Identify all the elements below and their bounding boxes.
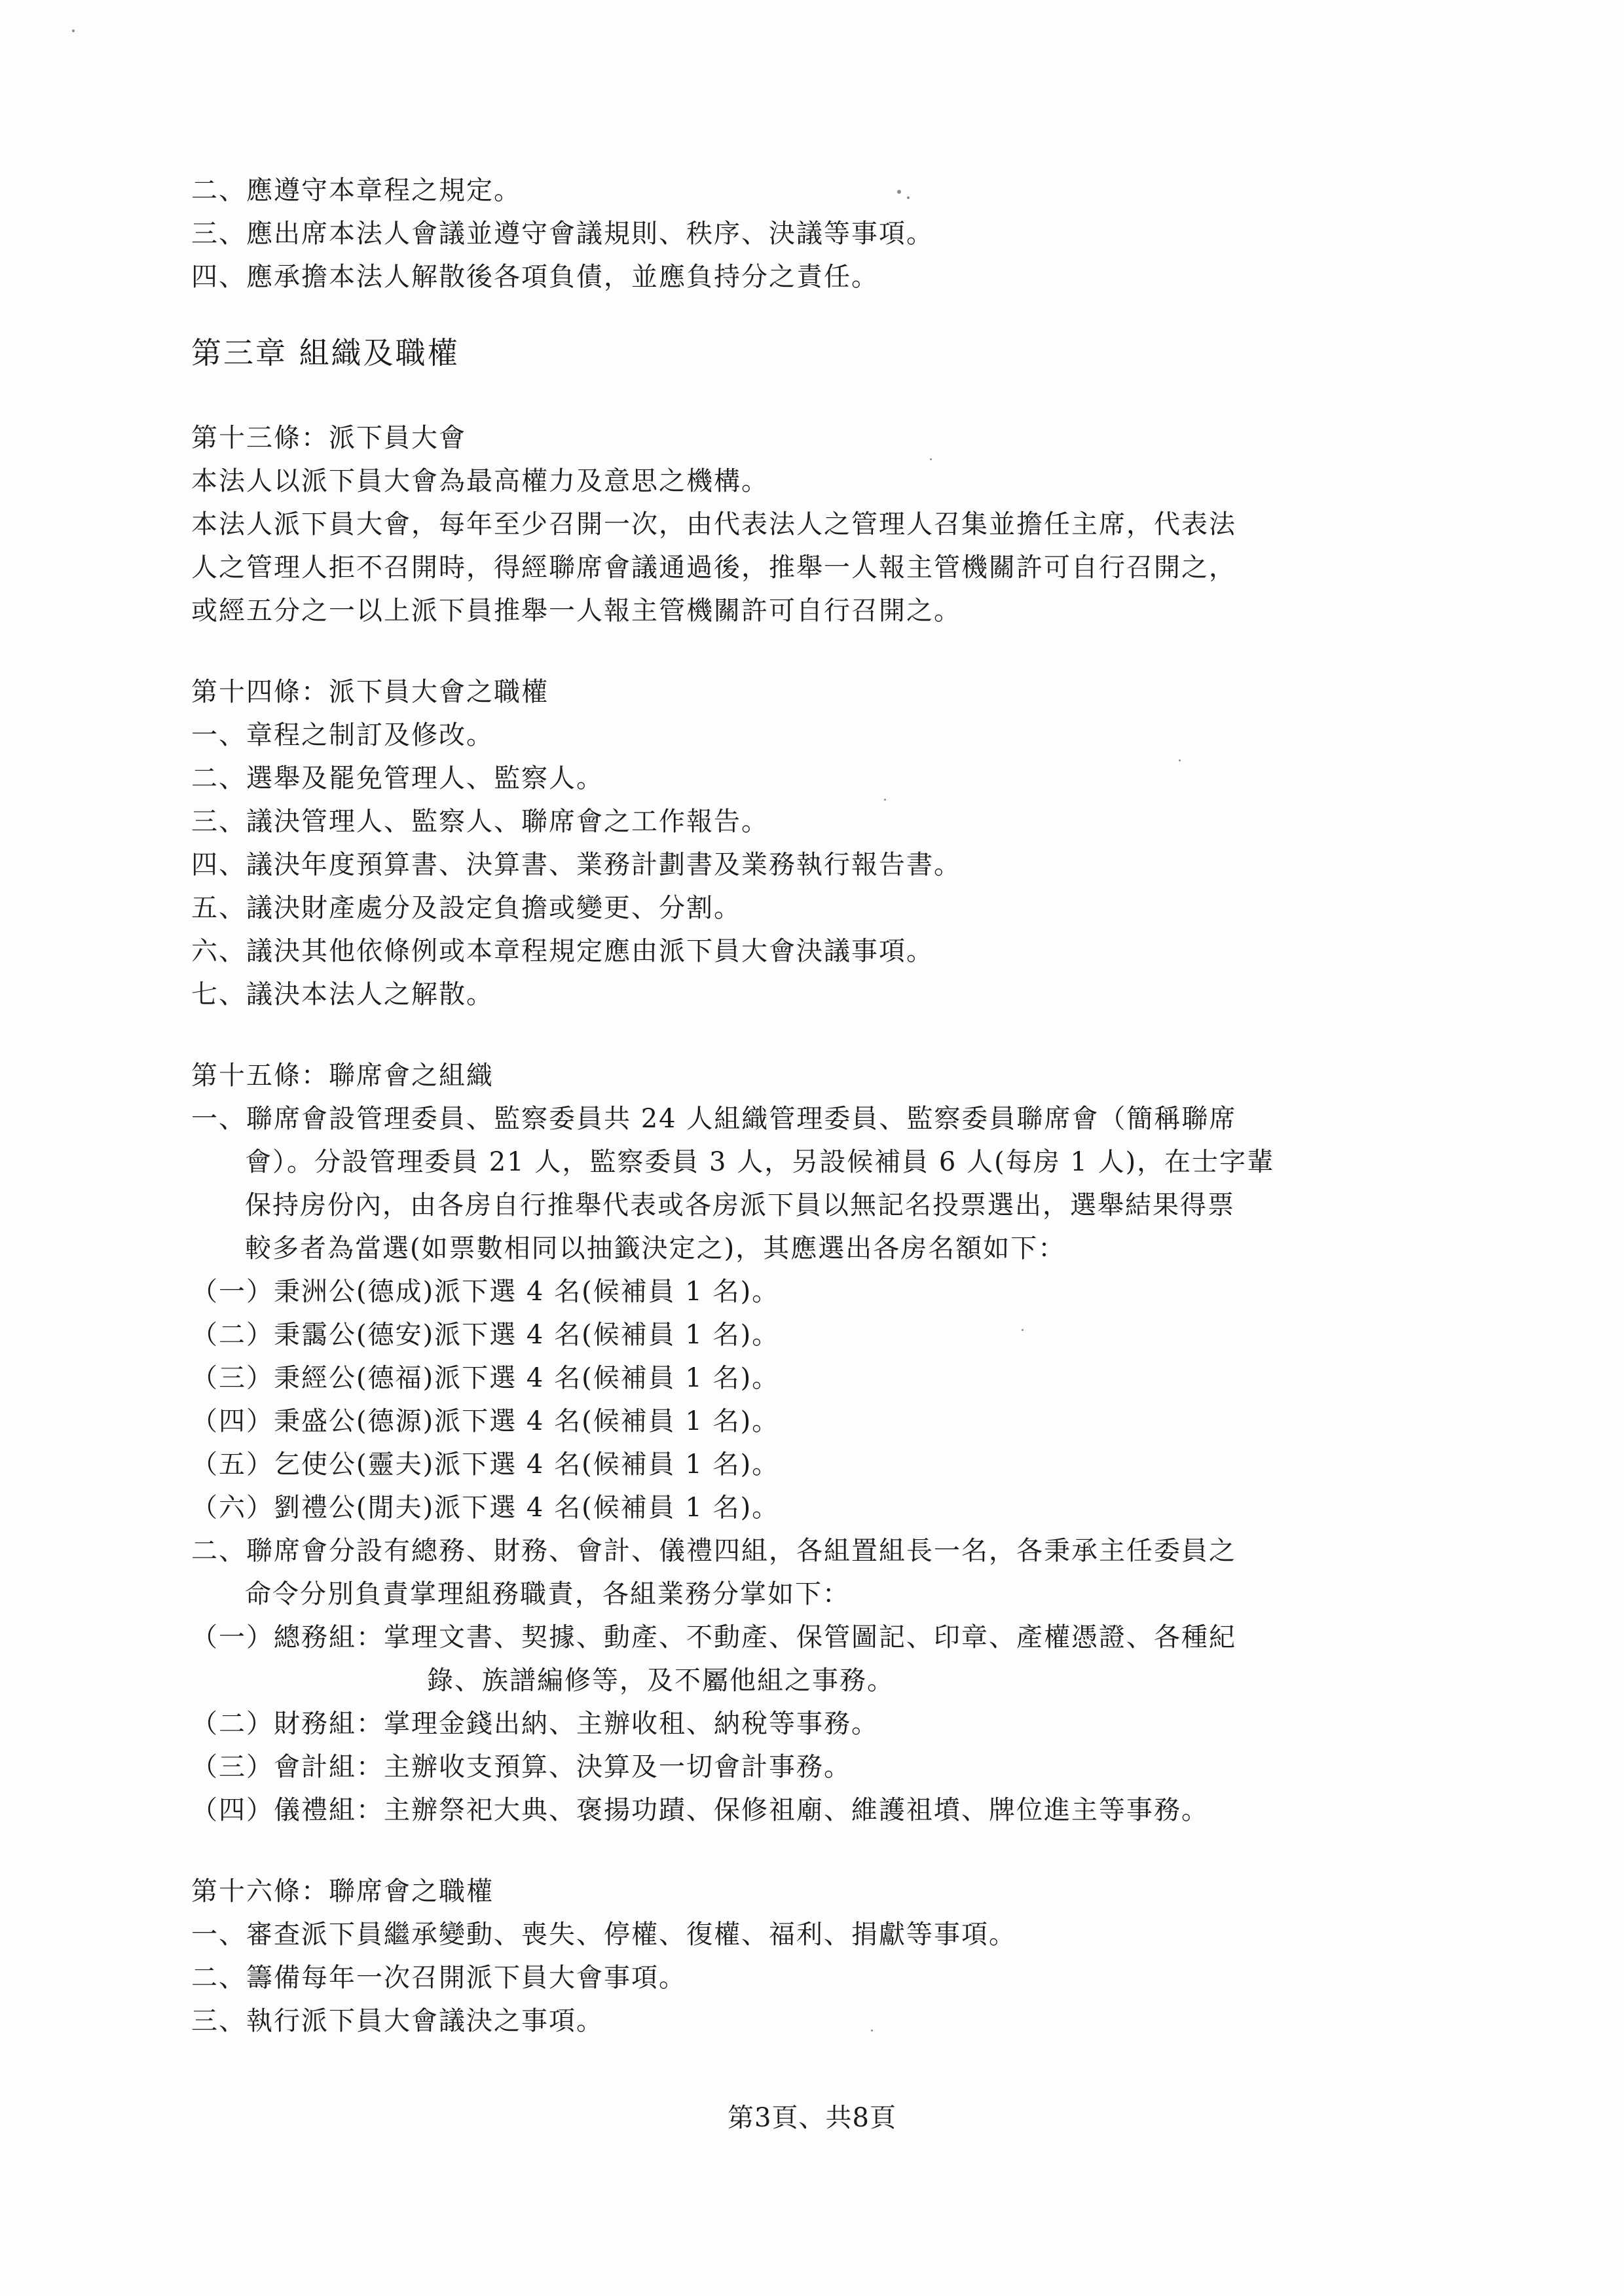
article-15-title: 第十五條：聯席會之組織 [191,1061,494,1091]
text-line: 二、應遵守本章程之規定。 [191,175,521,206]
sub-list-item: （六）劉禮公(閒夫)派下選 4 名(候補員 1 名)。 [191,1493,780,1523]
scan-speck [871,2030,873,2032]
paragraph-gap [191,1832,1435,1870]
sub-list-item-continuation: 錄、族譜編修等，及不屬他組之事務。 [427,1666,895,1696]
scan-speck [884,799,886,801]
scan-speck [930,458,932,460]
sub-list-item: （四）儀禮組：主辦祭祀大典、褒揚功蹟、保修祖廟、維護祖墳、牌位進主等事務。 [191,1795,1209,1825]
sub-list-item: （一）總務組：掌理文書、契據、動產、不動產、保管圖記、印章、產權憑證、各種紀 [191,1622,1236,1652]
list-item: 五、議決財產處分及設定負擔或變更、分割。 [191,893,741,923]
scan-speck [897,190,901,194]
article-14-title: 第十四條：派下員大會之職權 [191,677,549,707]
scan-speck [907,196,910,199]
text-line: 三、應出席本法人會議並遵守會議規則、秩序、決議等事項。 [191,219,934,249]
sub-list-item: （四）秉盛公(德源)派下選 4 名(候補員 1 名)。 [191,1406,780,1436]
list-item: 二、籌備每年一次召開派下員大會事項。 [191,1963,686,1993]
text-line: 或經五分之一以上派下員推舉一人報主管機關許可自行召開之。 [191,596,961,626]
sub-list-item: （一）秉洲公(德成)派下選 4 名(候補員 1 名)。 [191,1277,780,1307]
article-13-title: 第十三條：派下員大會 [191,423,466,453]
scan-speck [1179,759,1181,761]
text-line: 人之管理人拒不召開時，得經聯席會議通過後，推舉一人報主管機關許可自行召開之， [191,553,1236,583]
list-item-continuation: 較多者為當選(如票數相同以抽籤決定之)，其應選出各房名額如下： [245,1233,1066,1264]
article-16-title: 第十六條：聯席會之職權 [191,1876,494,1906]
list-item: 二、選舉及罷免管理人、監察人。 [191,763,604,793]
list-item: 四、議決年度預算書、決算書、業務計劃書及業務執行報告書。 [191,850,961,880]
sub-list-item: （三）會計組：主辦收支預算、決算及一切會計事務。 [191,1752,851,1782]
text-line: 本法人以派下員大會為最高權力及意思之機構。 [191,466,769,496]
list-item: 三、議決管理人、監察人、聯席會之工作報告。 [191,807,769,837]
document-body [191,169,1435,2043]
sub-list-item: （二）財務組：掌理金錢出納、主辦收租、納稅等事務。 [191,1709,879,1739]
list-item-continuation: 保持房份內，由各房自行推舉代表或各房派下員以無記名投票選出，選舉結果得票 [245,1190,1235,1220]
sub-list-item: （五）乞使公(靈夫)派下選 4 名(候補員 1 名)。 [191,1449,780,1480]
chapter-title: 第三章 組織及職權 [191,335,460,371]
sub-list-item: （三）秉經公(德福)派下選 4 名(候補員 1 名)。 [191,1363,780,1393]
list-item: 七、議決本法人之解散。 [191,979,494,1010]
list-item: 六、議決其他依條例或本章程規定應由派下員大會決議事項。 [191,936,934,966]
list-item-continuation: 會）。分設管理委員 21 人，監察委員 3 人，另設候補員 6 人(每房 1 人)，在士字輩 [245,1147,1275,1177]
paragraph-gap [191,632,1435,670]
list-item: 一、聯席會設管理委員、監察委員共 24 人組織管理委員、監察委員聯席會（簡稱聯席 [191,1104,1237,1134]
paragraph-gap [191,1016,1435,1054]
text-line: 本法人派下員大會，每年至少召開一次，由代表法人之管理人召集並擔任主席，代表法 [191,509,1236,539]
scan-speck [1022,1329,1024,1331]
sub-list-item: （二）秉靄公(德安)派下選 4 名(候補員 1 名)。 [191,1320,780,1350]
list-item-continuation: 命令分別負責掌理組務職責，各組業務分掌如下： [245,1579,850,1609]
scan-speck [72,29,75,32]
text-line: 四、應承擔本法人解散後各項負債，並應負持分之責任。 [191,262,879,292]
page-number: 第3頁、共8頁 [728,2103,896,2133]
list-item: 三、執行派下員大會議決之事項。 [191,2006,604,2036]
list-item: 一、章程之制訂及修改。 [191,720,494,750]
list-item: 一、審查派下員繼承變動、喪失、停權、復權、福利、捐獻等事項。 [191,1920,1016,1950]
list-item: 二、聯席會分設有總務、財務、會計、儀禮四組，各組置組長一名，各秉承主任委員之 [191,1536,1236,1566]
